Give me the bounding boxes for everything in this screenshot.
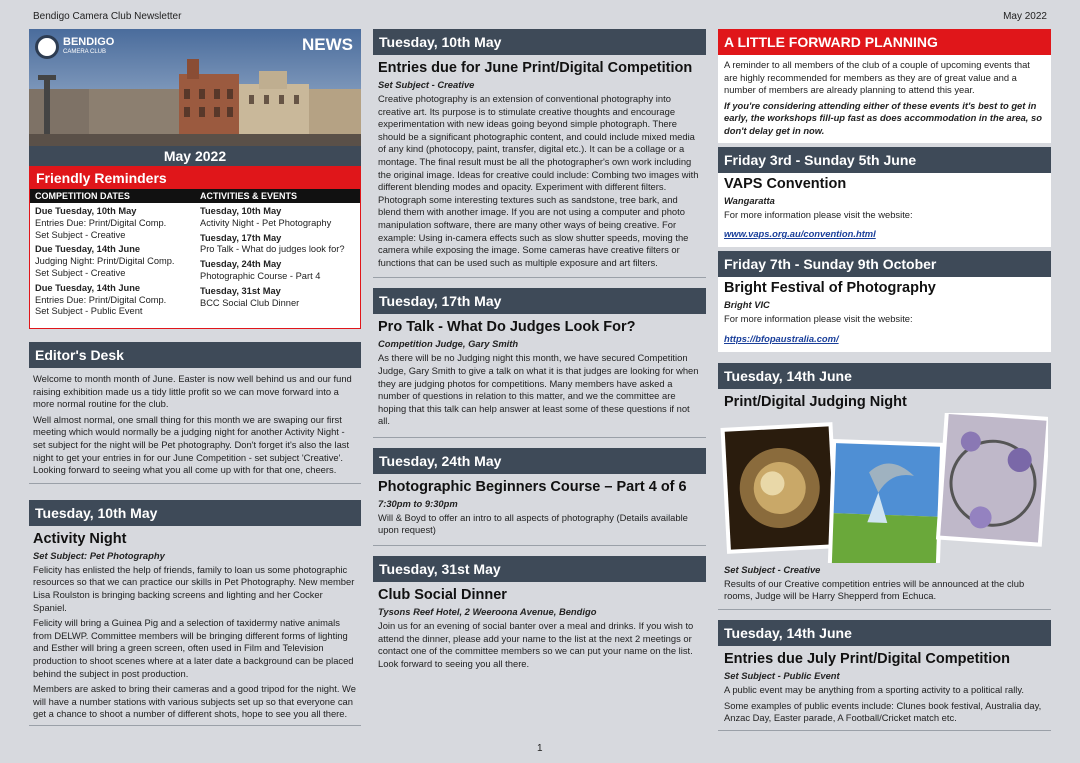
activity-subject: Set Subject: Pet Photography <box>33 549 165 561</box>
competition-photos <box>718 413 1048 563</box>
divider <box>373 545 706 546</box>
photo-collage <box>724 413 1045 561</box>
header-date: May 2022 <box>1003 11 1047 22</box>
bright-bar: Friday 7th - Sunday 9th October <box>718 251 1051 277</box>
camera-club-logo-icon <box>35 35 59 59</box>
bright-location: Bright VIC <box>724 299 770 311</box>
vaps-title: VAPS Convention <box>724 175 847 192</box>
july-subject: Set Subject - Public Event <box>724 669 840 681</box>
bright-link[interactable]: https://bfopaustralia.com/ <box>724 332 839 344</box>
dinner-title: Club Social Dinner <box>378 587 507 604</box>
activities-header: ACTIVITIES & EVENTS <box>200 191 298 201</box>
logo-name: BENDIGO <box>63 36 115 48</box>
course-section: Photographic Beginners Course – Part 4 of 6 7:30pm to 9:30pm Will & Boyd to offer an intro to all aspects of photography (Details available upon request) <box>373 474 706 537</box>
dinner-venue: Tysons Reef Hotel, 2 Weeroona Avenue, Bendigo <box>378 606 597 618</box>
masthead <box>29 29 361 146</box>
divider <box>718 730 1051 731</box>
activity-night: Activity Night Set Subject: Pet Photography Felicity has enlisted the help of friends, family to loan us some photographic resources so that we can practice our skills in Pet Photography. New member Lisa Roulston is bringing backing screens and lighting and her Cocker Spaniel. Felicity will bring a Guinea Pig and a selection of taxidermy native animals from DELWP. Committee members will be bringing different forms of lighting and Esther will bring a green screen, often used in Film and Television production to shoot scenes where at a later date a background can be placed behind the subject in post production. Members are asked to bring their cameras and a good tripod for the night. We will have a number stations with various subjects set up so that everyone can get a chance to shoot a number of different shots, hope to see you all there. <box>33 530 356 720</box>
divider <box>29 725 361 726</box>
divider <box>29 483 361 484</box>
activity-item: Tuesday, 24th May Photographic Course - Part 4 <box>200 259 321 281</box>
protalk-subject: Competition Judge, Gary Smith <box>378 338 519 350</box>
activity-title: Activity Night <box>33 530 127 547</box>
activity-item: Tuesday, 31st May BCC Social Club Dinner <box>200 285 300 308</box>
course-time: 7:30pm to 9:30pm <box>378 497 458 509</box>
judging-section: Print/Digital Judging Night Set Subject - Creative Results of our Creative competition entries will be announced at the club rooms, Judge will be Harry Shepperd from Echuca. <box>718 389 1051 603</box>
protalk-bar: Tuesday, 17th May <box>373 288 706 314</box>
protalk-section: Pro Talk - What Do Judges Look For? Competition Judge, Gary Smith As there will be no Judging night this month, we have secured Competition Judge, Gary Smith to give a talk on what it is that judges are looking for when they are judging photos for competitions. Many members have asked a number of questions in relation to this matter, and we the committee are hoping that this talk can help answer at least some of these questions if not all. <box>373 314 706 428</box>
planning-box: A reminder to all members of the club of a couple of upcoming events that are highly recommended for members as they are of great value and a number of members are already planning to attend this year. If you're considering attending either of these events it's best to get in early, the workshops fill-up fast as does accommodation in the area, so don't delay get in now. <box>718 55 1051 143</box>
divider <box>718 609 1051 610</box>
july-section: Entries due July Print/Digital Competition Set Subject - Public Event A public event may be anything from a sporting activity to a political rally. Some examples of public events include: Clunes book festival, Australia day, Anzac Day, Easter parade, A Football/Cricket match etc. <box>718 646 1051 725</box>
friendly-reminders <box>29 166 361 329</box>
editors-desk: Welcome to month month of June. Easter is now well behind us and our fund raising exhibition made us a tidy little profit so we can move forward into a more normal routine for the club. Well almost normal, one small thing for this month we are swaping our first meeting which would normally be a judging night for another Activity Night - set subject for the night will be Pet photography. Don't forget it's also the last night to get your entries in for our June Competition - set subject 'Creative'. Looking forward to seeing what you all come up with for that one, cheers. <box>33 373 352 476</box>
divider <box>373 437 706 438</box>
activity-item: Tuesday, 17th May Pro Talk - What do judges look for? <box>200 232 345 255</box>
july-bar: Tuesday, 14th June <box>718 620 1051 646</box>
reminders-title: Friendly Reminders <box>30 167 360 189</box>
logo-sub: CAMERA CLUB <box>63 49 107 55</box>
entries-section: Entries due for June Print/Digital Competition Set Subject - Creative Creative photography is an extension of conventional photography into creative art. Its purpose is to stimulate creative thoughts and encourage experimentation with new ideas going beyond simple photograph. There should be a significant photographic content, and could include mixed media of any kind (photocopy, paint, transfer, digital etc.). It can be a collage or a montage. The final result must be all the photographer's own work including the original image. Ideas for creative could include: Combing two images with different blending modes and opacity. Experiment with different filters. Photograph some interesting textures such as sandstone, tree bark, and blend them with another image. If you are not using a computer and photo manipulation software, there are many other ways of being creative. For example: Using in-camera effects such as slow shutter speeds, moving the camera while exposing the image. Some cameras have creative filters or functions that can be used such as multiple exposure and art filters. <box>373 55 706 269</box>
divider <box>373 277 706 278</box>
editors-desk-bar: Editor's Desk <box>29 342 361 368</box>
activity-bar: Tuesday, 10th May <box>29 500 361 526</box>
newsletter-title: Bendigo Camera Club Newsletter <box>33 11 182 22</box>
judging-bar: Tuesday, 14th June <box>718 363 1051 389</box>
vaps-link[interactable]: www.vaps.org.au/convention.html <box>724 228 876 240</box>
club-logo <box>35 35 114 59</box>
july-title: Entries due July Print/Digital Competition <box>724 650 1010 667</box>
comp-date-item: Due Tuesday, 14th June Judging Night: Print/Digital Comp. Set Subject - Creative <box>35 244 175 278</box>
vaps-bar: Friday 3rd - Sunday 5th June <box>718 147 1051 173</box>
comp-date-item: Due Tuesday, 14th June Entries Due: Print/Digital Comp. Set Subject - Public Event <box>35 282 167 317</box>
entries-subject: Set Subject - Creative <box>378 79 475 90</box>
news-title: NEWS <box>302 35 353 54</box>
comp-date-item: Due Tuesday, 10th May Entries Due: Print/Digital Comp. Set Subject - Creative <box>35 206 167 240</box>
entries-title: Entries due for June Print/Digital Competition <box>378 60 693 76</box>
protalk-title: Pro Talk - What Do Judges Look For? <box>378 319 636 336</box>
entries-bar: Tuesday, 10th May <box>373 29 706 55</box>
judging-title: Print/Digital Judging Night <box>724 393 907 410</box>
course-title: Photographic Beginners Course – Part 4 of 6 <box>378 478 687 495</box>
vaps-box: VAPS Convention Wangaratta For more information please visit the website: www.vaps.org.au/convention.html <box>718 173 1051 248</box>
page-number: 1 <box>537 743 543 754</box>
bright-box: Bright Festival of Photography Bright VIC For more information please visit the website: https://bfopaustralia.com/ <box>718 277 1051 352</box>
masthead-date: May 2022 <box>29 146 361 166</box>
planning-bar: A LITTLE FORWARD PLANNING <box>718 29 1051 55</box>
comp-dates-header: COMPETITION DATES <box>35 191 130 201</box>
activity-item: Tuesday, 10th May Activity Night - Pet Photography <box>200 206 332 228</box>
bright-title: Bright Festival of Photography <box>724 280 936 297</box>
dinner-section: Club Social Dinner Tysons Reef Hotel, 2 Weeroona Avenue, Bendigo Join us for an evening of social banter over a meal and drinks. If you wish to attend the dinner, please add your name to the list at the next 2 meetings or contact one of the committee members so we can put your name on the list. Look forward to seeing you all there. <box>373 582 706 670</box>
dinner-bar: Tuesday, 31st May <box>373 556 706 582</box>
course-bar: Tuesday, 24th May <box>373 448 706 474</box>
vaps-location: Wangaratta <box>724 194 775 206</box>
judging-subject: Set Subject - Creative <box>724 563 821 575</box>
